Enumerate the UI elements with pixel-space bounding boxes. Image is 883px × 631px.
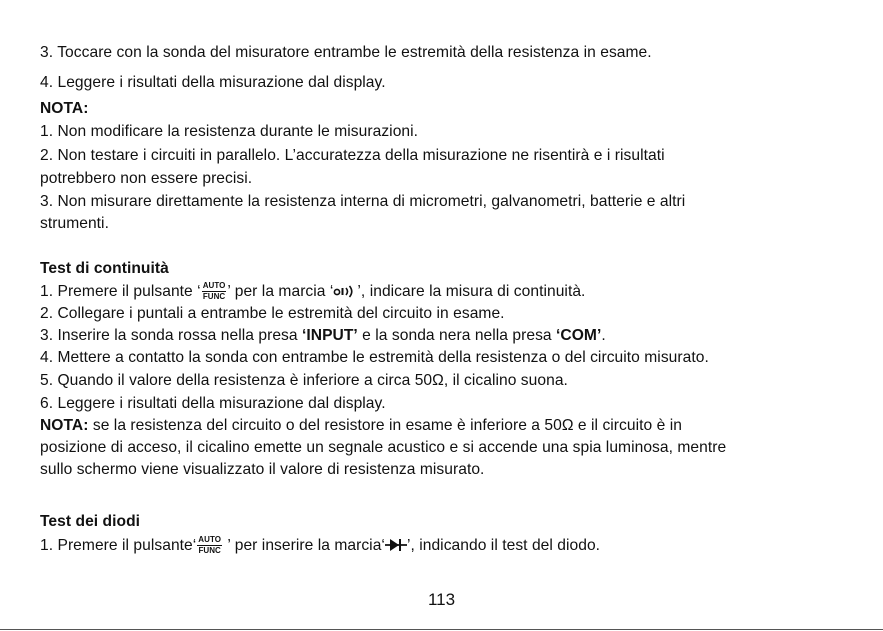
diode-icon [385,537,407,559]
bottom-divider [0,629,883,630]
continuity-step-2: 2. Collegare i puntali a entrambe le estremità del circuito in esame. [40,305,505,322]
continuity-heading: Test di continuità [40,260,169,277]
diode-heading: Test dei diodi [40,513,141,530]
button-symbol-top: AUTO [198,535,222,544]
continuity-note [40,415,863,437]
button-symbol-bottom: FUNC [198,546,221,555]
button-symbol-bottom: FUNC [202,292,226,301]
continuity-sound-icon [333,283,357,305]
step-3-text: 3. Toccare con la sonda del misuratore entrambe le estremità della resistenza in esame. [40,44,652,61]
diode-step-1-part-c: ’, indicando il test del diodo. [406,537,601,554]
continuity-step-1 [40,281,863,303]
diode-step-1 [40,535,863,557]
diode-step-1-part-a: 1. Premere il pulsante‘ [40,537,197,554]
note-item-1: 1. Non modificare la resistenza durante le misurazioni. [40,123,419,140]
page-number: 113 [427,590,456,609]
continuity-note-line-2: posizione di acceso, il cicalino emette un segnale acustico e si accende una spia luminosa, mentre [40,439,727,456]
continuity-step-5: 5. Quando il valore della resistenza è inferiore a circa 50Ω, il cicalino suona. [40,372,568,389]
continuity-note-line-1: se la resistenza del circuito o del resistore in esame è inferiore a 50Ω e il circuito è in [88,417,682,434]
auto-func-button-symbol [197,536,222,555]
note-item-2: 2. Non testare i circuiti in parallelo. L’accuratezza della misurazione ne risentirà e i risultati [40,147,665,164]
auto-func-button-symbol [202,282,227,301]
com-jack-label: ‘COM’ [556,327,602,344]
continuity-step-3 [40,325,863,347]
note-item-3: 3. Non misurare direttamente la resistenza interna di micrometri, galvanometri, batterie e altri [40,193,686,210]
continuity-step-1-part-b: ’ per la marcia ‘ [227,283,334,300]
continuity-step-3-part-c: . [601,327,606,344]
continuity-step-1-part-a: 1. Premere il pulsante ‘ [40,283,201,300]
button-symbol-top: AUTO [202,281,226,290]
continuity-step-4: 4. Mettere a contatto la sonda con entrambe le estremità della resistenza o del circuito misurato. [40,349,709,366]
continuity-note-line-3: sullo schermo viene visualizzato il valore di resistenza misurato. [40,461,485,478]
continuity-step-1-part-c: ’, indicare la misura di continuità. [357,283,586,300]
note-heading: NOTA: [40,100,89,117]
input-jack-label: ‘INPUT’ [302,327,358,344]
note-item-3-cont: strumenti. [40,215,109,232]
continuity-step-3-part-b: e la sonda nera nella presa [357,327,557,344]
continuity-step-6: 6. Leggere i risultati della misurazione dal display. [40,395,386,412]
note-item-2-cont: potrebbero non essere precisi. [40,170,253,187]
diode-step-1-part-b: ’ per inserire la marcia‘ [223,537,385,554]
step-4-text: 4. Leggere i risultati della misurazione dal display. [40,74,386,91]
continuity-note-label: NOTA: [40,417,89,434]
continuity-step-3-part-a: 3. Inserire la sonda rossa nella presa [40,327,302,344]
